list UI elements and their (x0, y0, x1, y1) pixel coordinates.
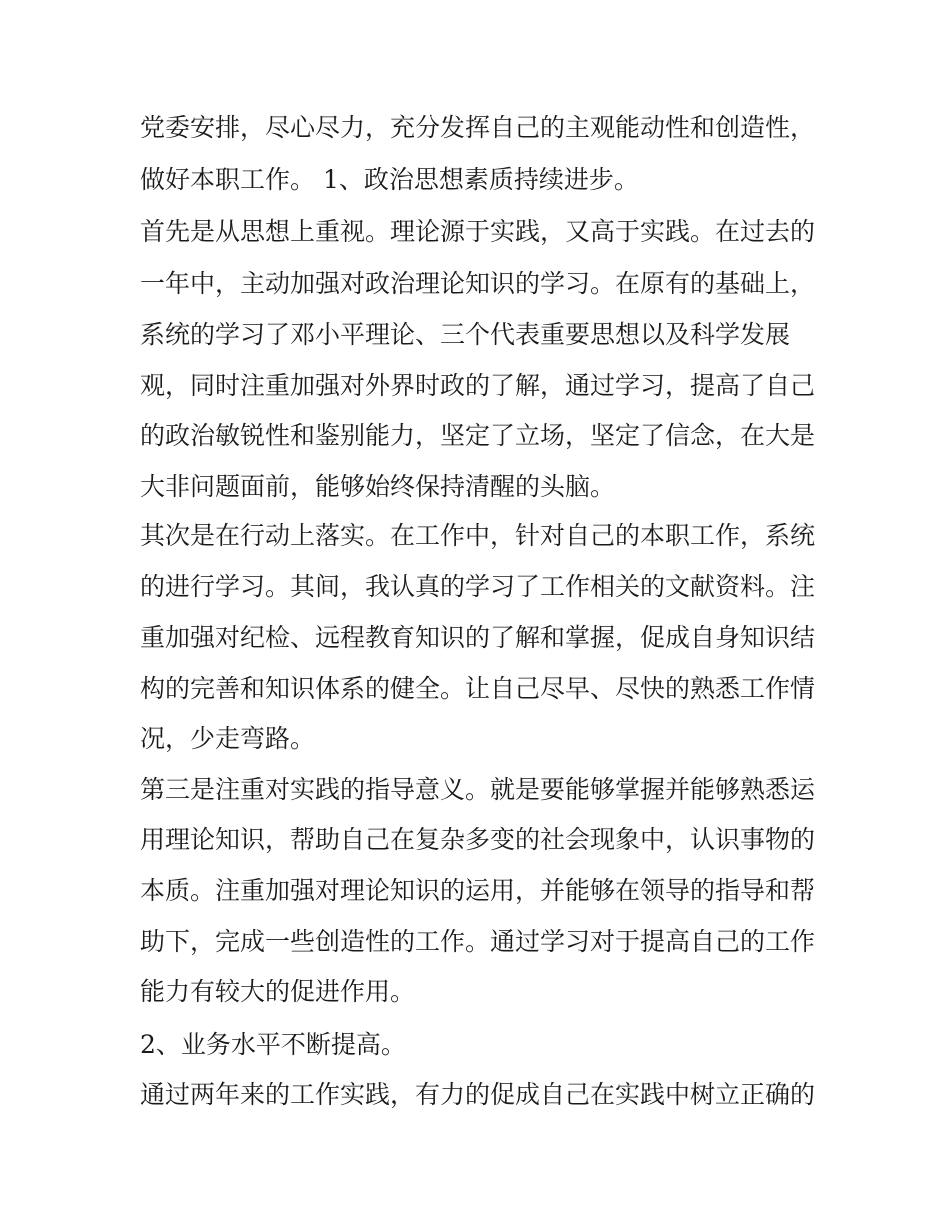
text-line: 做好本职工作。 1、政治思想素质持续进步。 (140, 165, 639, 194)
text-line: 助下，完成一些创造性的工作。通过学习对于提高自己的工作 (140, 927, 816, 956)
text-line: 2、业务水平不断提高。 (140, 1030, 406, 1059)
text-line: 构的完善和知识体系的健全。让自己尽早、尽快的熟悉工作情 (140, 674, 816, 703)
text-line: 观，同时注重加强对外界时政的了解，通过学习，提高了自己 (140, 371, 816, 400)
text-line: 通过两年来的工作实践，有力的促成自己在实践中树立正确的 (140, 1080, 816, 1109)
text-line: 用理论知识，帮助自己在复杂多变的社会现象中，认识事物的 (140, 825, 816, 854)
text-line: 的政治敏锐性和鉴别能力，坚定了立场，坚定了信念，在大是 (140, 421, 816, 450)
text-line: 首先是从思想上重视。理论源于实践，又高于实践。在过去的 (140, 217, 816, 246)
text-line: 况，少走弯路。 (140, 724, 316, 753)
text-line: 第三是注重对实践的指导意义。就是要能够掌握并能够熟悉运 (140, 775, 816, 804)
text-line: 党委安排，尽心尽力，充分发挥自己的主观能动性和创造性， (140, 113, 816, 142)
text-line: 其次是在行动上落实。在工作中，针对自己的本职工作，系统 (140, 521, 816, 550)
text-line: 一年中，主动加强对政治理论知识的学习。在原有的基础上， (140, 269, 816, 298)
text-line: 的进行学习。其间，我认真的学习了工作相关的文献资料。注 (140, 572, 816, 601)
text-line: 本质。注重加强对理论知识的运用，并能够在领导的指导和帮 (140, 876, 816, 905)
text-line: 大非问题面前，能够始终保持清醒的头脑。 (140, 472, 616, 501)
text-line: 系统的学习了邓小平理论、三个代表重要思想以及科学发展 (140, 320, 791, 349)
text-line: 重加强对纪检、远程教育知识的了解和掌握，促成自身知识结 (140, 623, 816, 652)
text-line: 能力有较大的促进作用。 (140, 977, 416, 1006)
